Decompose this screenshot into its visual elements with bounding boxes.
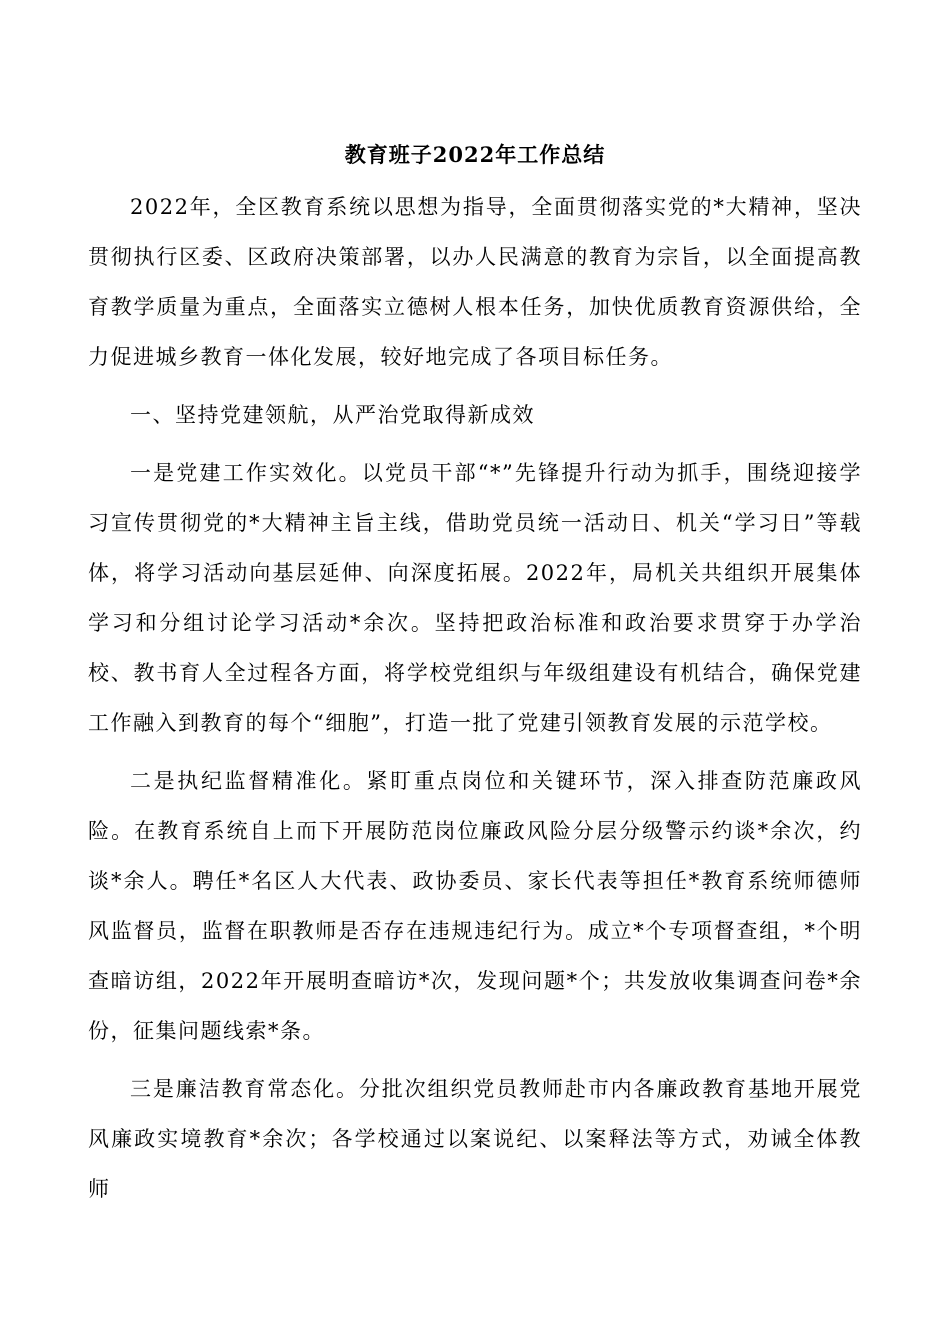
paragraph-discipline-supervision: 二是执纪监督精准化。紧盯重点岗位和关键环节，深入排查防范廉政风险。在教育系统自上而下开展防范岗位廉政风险分层分级警示约谈*余次，约谈*余人。聘任*名区人大代表、政协委员、家长代表等担任*教育系统师德师风监督员，监督在职教师是否存在违规违纪行为。成立*个专项督查组，*个明查暗访组，2022年开展明查暗访*次，发现问题*个；共发放收集调查问卷*余份，征集问题线索*条。 xyxy=(88,769,862,1043)
paragraph-intro: 2022年，全区教育系统以思想为指导，全面贯彻落实党的*大精神，坚决贯彻执行区委、区政府决策部署，以办人民满意的教育为宗旨，以全面提高教育教学质量为重点，全面落实立德树人根本任务，加快优质教育资源供给，全力促进城乡教育一体化发展，较好地完成了各项目标任务。 xyxy=(88,195,862,369)
section-heading-1: 一、坚持党建领航，从严治党取得新成效 xyxy=(130,403,535,427)
document-title: 教育班子2022年工作总结 xyxy=(344,142,606,167)
paragraph-integrity-education: 三是廉洁教育常态化。分批次组织党员教师赴市内各廉政教育基地开展党风廉政实境教育*余次；各学校通过以案说纪、以案释法等方式，劝诫全体教师 xyxy=(88,1077,862,1201)
paragraph-party-building: 一是党建工作实效化。以党员干部“*”先锋提升行动为抓手，围绕迎接学习宣传贯彻党的*大精神主旨主线，借助党员统一活动日、机关“学习日”等载体，将学习活动向基层延伸、向深度拓展。2022年，局机关共组织开展集体学习和分组讨论学习活动*余次。坚持把政治标准和政治要求贯穿于办学治校、教书育人全过程各方面，将学校党组织与年级组建设有机结合，确保党建工作融入到教育的每个“细胞”，打造一批了党建引领教育发展的示范学校。 xyxy=(88,461,862,735)
